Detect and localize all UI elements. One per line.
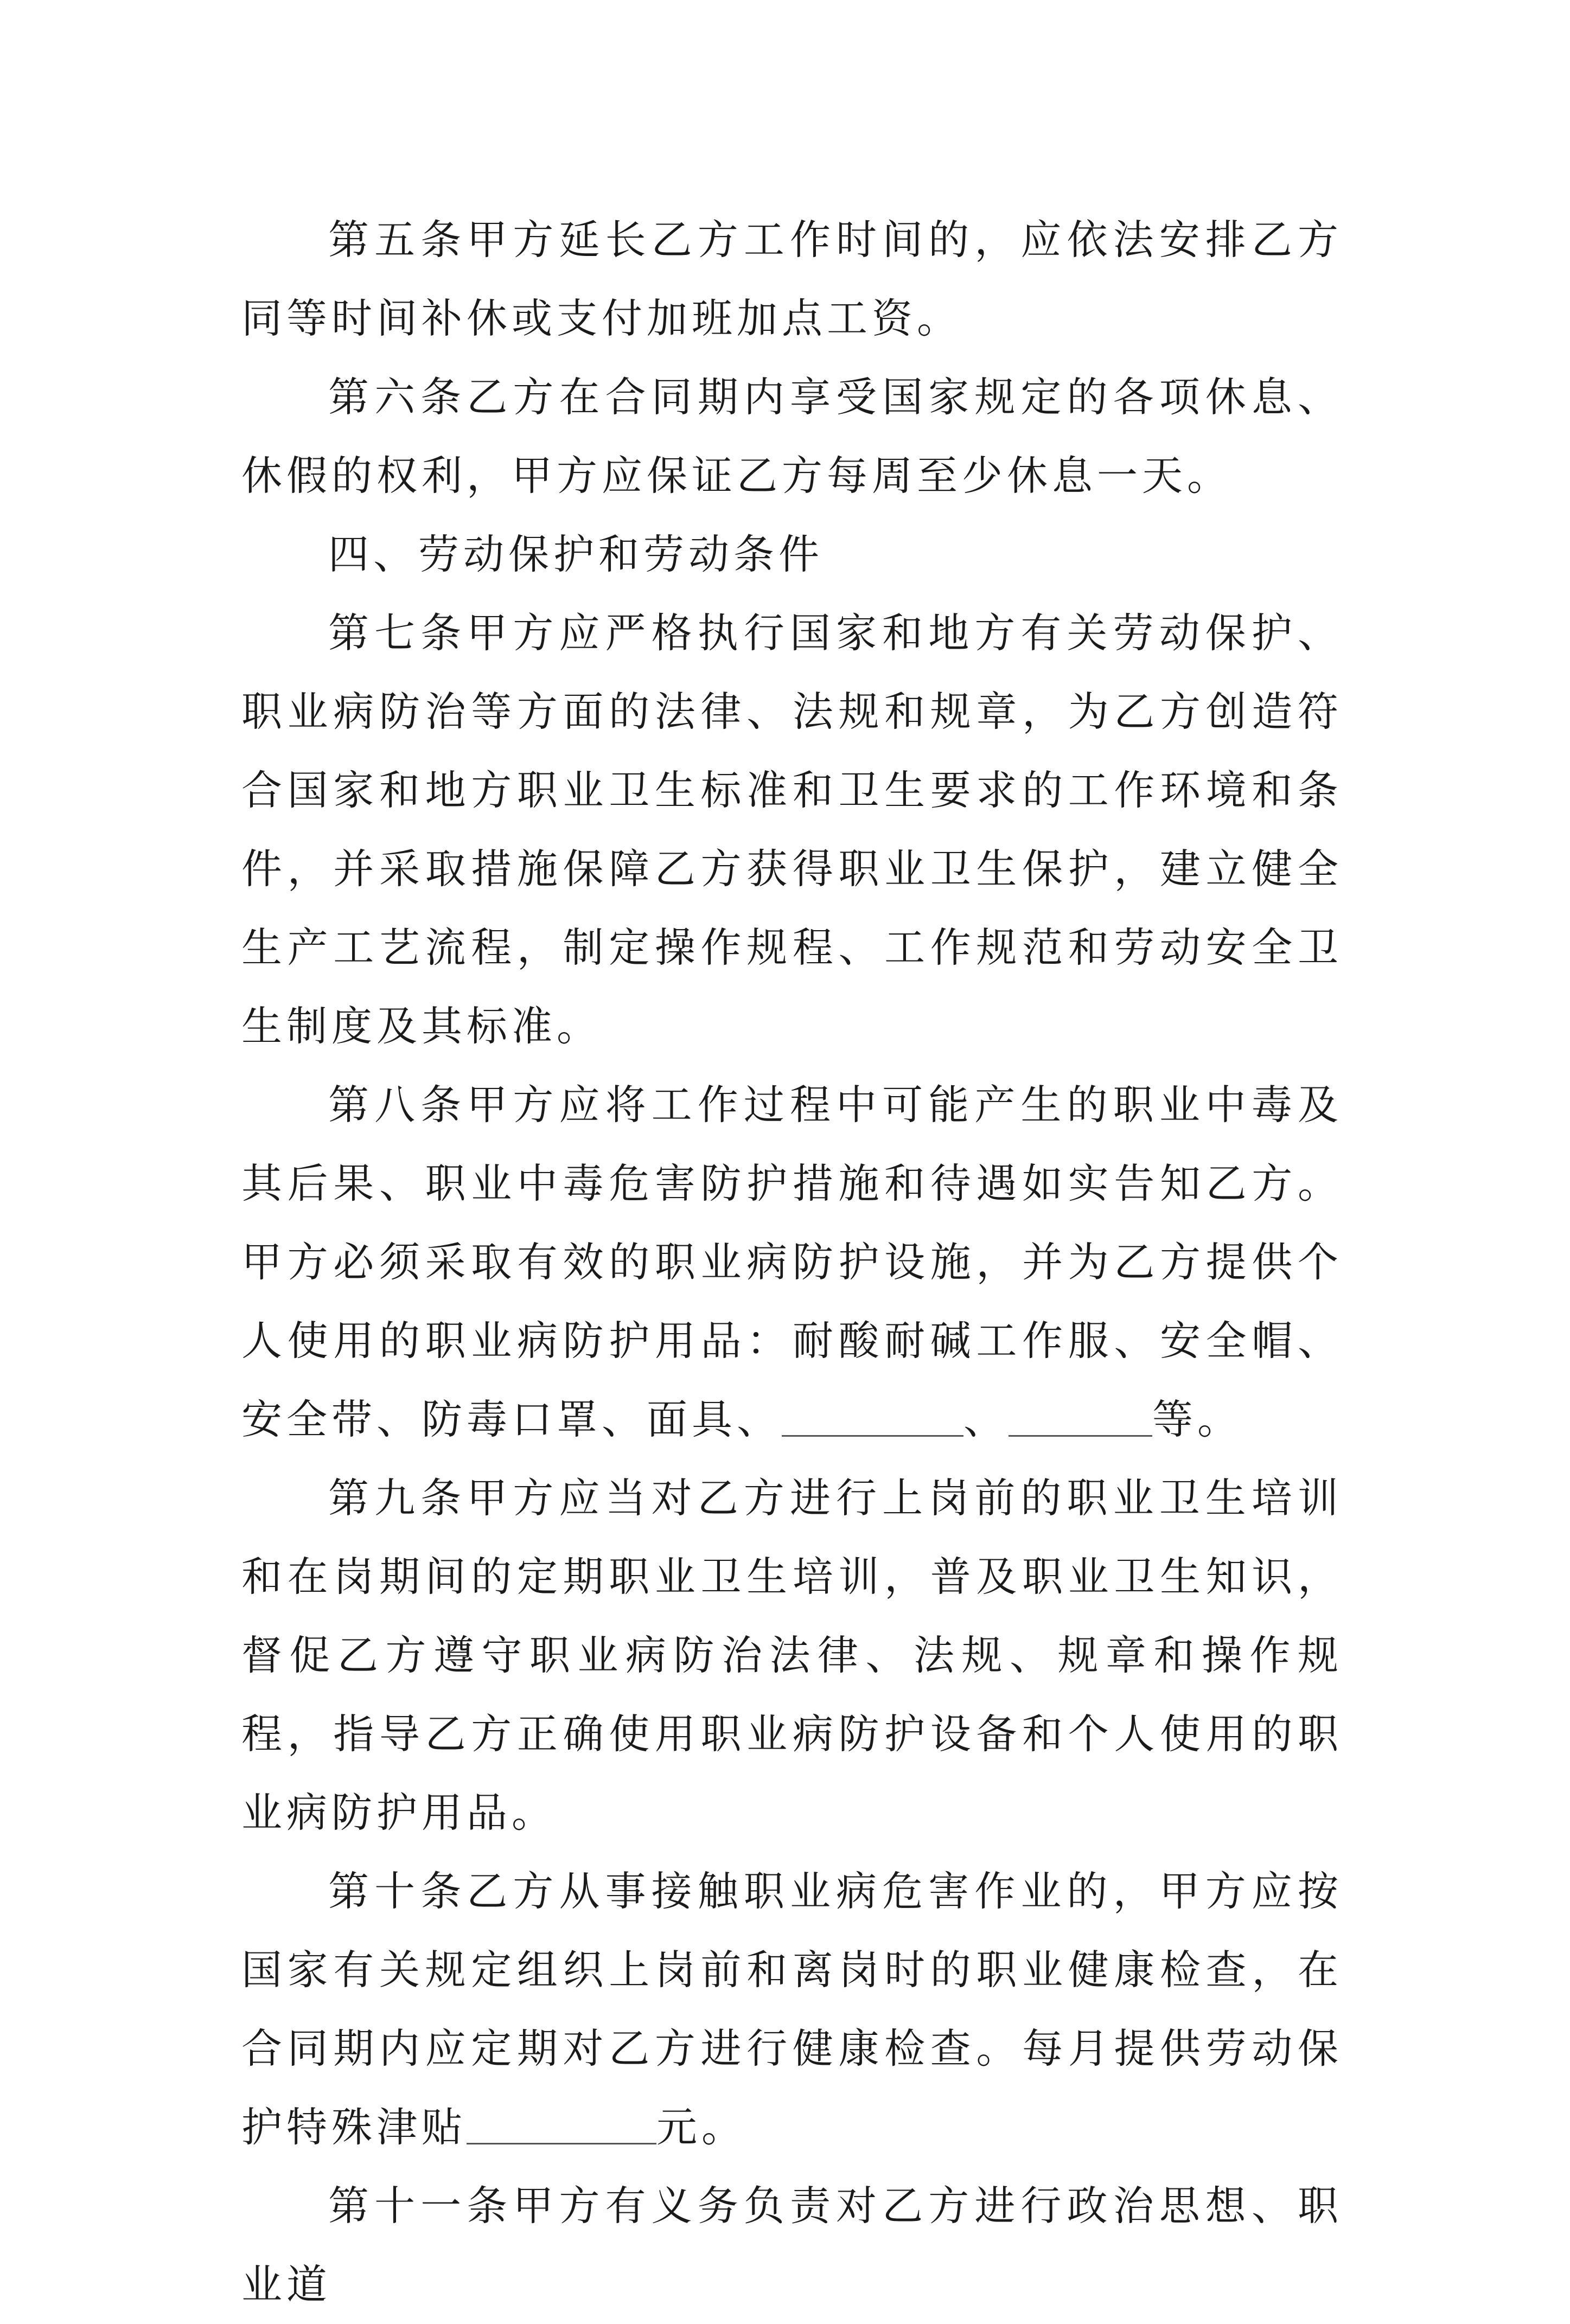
section-heading-4: 四、劳动保护和劳动条件 <box>328 530 824 578</box>
article-8 <box>241 1066 1343 1459</box>
article-10-text: 第十条乙方从事接触职业病危害作业的，甲方应按国家有关规定组织上岗前和离岗时的职业健康检查，在合同期内应定期对乙方进行健康检查。每月提供劳动保护特殊津贴 <box>241 1867 1343 2151</box>
document-body <box>241 201 1343 2324</box>
article-8-text: 第八条甲方应将工作过程中可能产生的职业中毒及其后果、职业中毒危害防护措施和待遇如实告知乙方。甲方必须采取有效的职业病防护设施，并为乙方提供个人使用的职业病防护用品：耐酸耐碱工作服、安全帽、安全带、防毒口罩、面具、 <box>241 1081 1343 1443</box>
article-7: 第七条甲方应严格执行国家和地方有关劳动保护、职业病防治等方面的法律、法规和规章，为乙方创造符合国家和地方职业卫生标准和卫生要求的工作环境和条件，并采取措施保障乙方获得职业卫生保护，建立健全生产工艺流程，制定操作规程、工作规范和劳动安全卫生制度及其标准。 <box>241 609 1343 1050</box>
article-10-ending: 元。 <box>656 2103 747 2151</box>
article-8-ending: 等。 <box>1152 1395 1243 1443</box>
article-11: 第十一条甲方有义务负责对乙方进行政治思想、职业道 <box>241 2182 1343 2308</box>
fill-in-blank <box>467 2099 656 2144</box>
article-9: 第九条甲方应当对乙方进行上岗前的职业卫生培训和在岗期间的定期职业卫生培训，普及职业卫生知识，督促乙方遵守职业病防治法律、法规、规章和操作规程，指导乙方正确使用职业病防护设备和个人使用的职业病防护用品。 <box>241 1474 1343 1836</box>
fill-in-blank <box>1009 1392 1152 1437</box>
fill-in-blank <box>782 1392 963 1437</box>
article-5: 第五条甲方延长乙方工作时间的，应依法安排乙方同等时间补休或支付加班加点工资。 <box>241 216 1343 342</box>
article-10 <box>241 1852 1343 2167</box>
article-6: 第六条乙方在合同期内享受国家规定的各项休息、休假的权利，甲方应保证乙方每周至少休息一天。 <box>241 373 1343 500</box>
article-8-separator: 、 <box>963 1395 1009 1443</box>
